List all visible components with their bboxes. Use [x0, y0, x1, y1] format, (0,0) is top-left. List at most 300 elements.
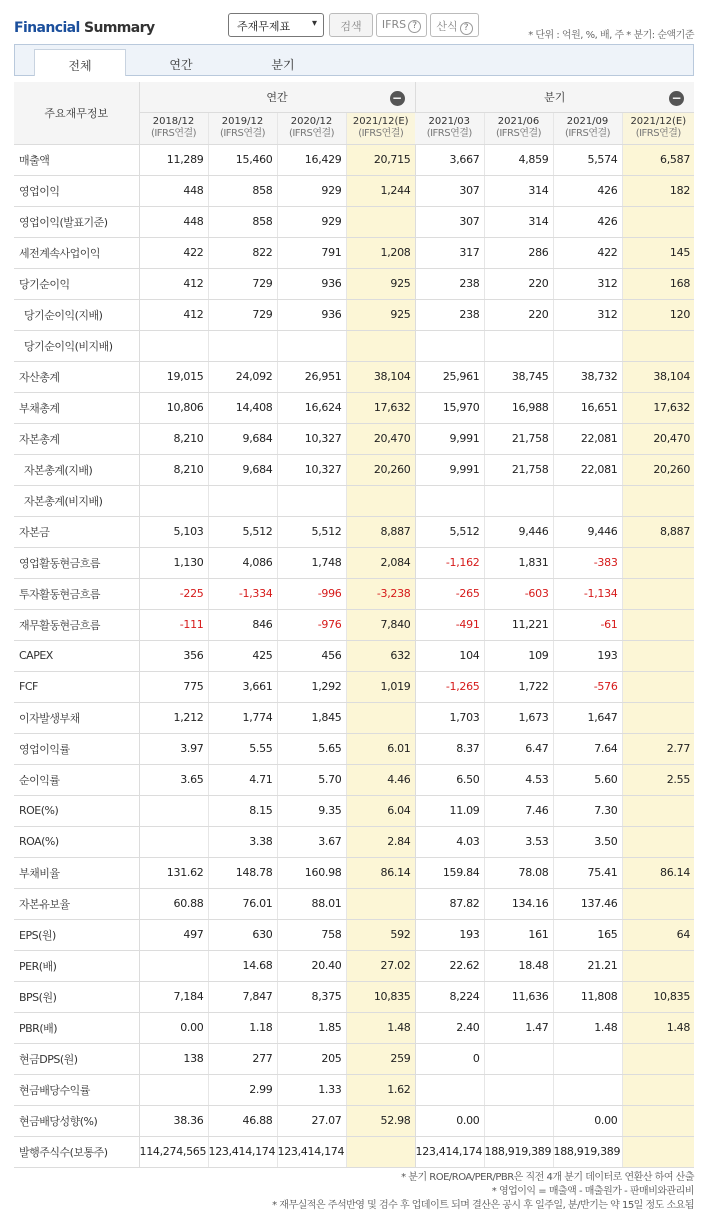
table-cell: 1.62: [346, 1074, 415, 1105]
table-cell: 8,210: [139, 454, 208, 485]
tab-quarterly[interactable]: 분기: [271, 58, 295, 72]
table-cell: 1,673: [484, 702, 553, 733]
title-summary: Summary: [83, 20, 155, 36]
column-basis: (IFRS연결): [288, 128, 335, 139]
table-cell: [346, 485, 415, 516]
table-cell: 38,104: [346, 361, 415, 392]
period-tabs: [14, 44, 694, 76]
row-label: 이자발생부채: [14, 702, 139, 733]
row-label: 투자활동현금흐름: [14, 578, 139, 609]
table-cell: 1,831: [484, 547, 553, 578]
table-cell: 925: [346, 268, 415, 299]
table-cell: 1,292: [277, 671, 346, 702]
table-cell: 9,446: [553, 516, 622, 547]
table-cell: [208, 330, 277, 361]
table-cell: 10,327: [277, 454, 346, 485]
table-cell: 929: [277, 175, 346, 206]
table-cell: -996: [277, 578, 346, 609]
table-cell: 5.60: [553, 764, 622, 795]
table-cell: 4.71: [208, 764, 277, 795]
column-header: [484, 112, 553, 144]
table-row: [14, 609, 694, 640]
table-cell: 10,327: [277, 423, 346, 454]
table-cell: 2.40: [415, 1012, 484, 1043]
table-cell: [622, 826, 694, 857]
footnote: * 영업이익 = 매출액 - 매출원가 - 판매비와관리비: [491, 1186, 694, 1197]
table-cell: 1,019: [346, 671, 415, 702]
table-cell: [484, 1043, 553, 1074]
table-cell: 138: [139, 1043, 208, 1074]
table-cell: 10,835: [346, 981, 415, 1012]
table-cell: 120: [622, 299, 694, 330]
table-cell: -1,265: [415, 671, 484, 702]
table-cell: 775: [139, 671, 208, 702]
table-cell: 7.64: [553, 733, 622, 764]
table-cell: 1.48: [346, 1012, 415, 1043]
table-cell: 858: [208, 175, 277, 206]
row-label: FCF: [14, 671, 139, 702]
row-label: 자본총계(지배): [14, 454, 139, 485]
table-cell: 456: [277, 640, 346, 671]
table-cell: [346, 330, 415, 361]
table-row: [14, 1074, 694, 1105]
table-cell: 11,289: [139, 144, 208, 175]
table-cell: 1,748: [277, 547, 346, 578]
table-cell: 3,667: [415, 144, 484, 175]
table-cell: 9,684: [208, 423, 277, 454]
table-cell: [553, 1043, 622, 1074]
table-cell: [415, 485, 484, 516]
quarter-group-label: 분기: [544, 90, 566, 104]
table-row: [14, 919, 694, 950]
table-cell: [622, 1074, 694, 1105]
search-button[interactable]: [329, 13, 373, 37]
table-cell: 123,414,174: [208, 1136, 277, 1167]
table-row: [14, 268, 694, 299]
table-cell: 109: [484, 640, 553, 671]
table-cell: [622, 206, 694, 237]
table-row: [14, 299, 694, 330]
financial-summary-table: [14, 82, 694, 1168]
statement-type-select[interactable]: [228, 13, 324, 37]
table-cell: 1,722: [484, 671, 553, 702]
table-cell: 88.01: [277, 888, 346, 919]
table-cell: 15,460: [208, 144, 277, 175]
table-cell: 16,988: [484, 392, 553, 423]
table-cell: 3.53: [484, 826, 553, 857]
table-cell: 26,951: [277, 361, 346, 392]
table-cell: 123,414,174: [277, 1136, 346, 1167]
table-cell: 422: [139, 237, 208, 268]
table-cell: [622, 578, 694, 609]
table-cell: 8,224: [415, 981, 484, 1012]
table-cell: 10,835: [622, 981, 694, 1012]
table-cell: [415, 330, 484, 361]
table-cell: 16,624: [277, 392, 346, 423]
table-cell: 123,414,174: [415, 1136, 484, 1167]
table-cell: 238: [415, 268, 484, 299]
table-cell: 25,961: [415, 361, 484, 392]
table-cell: 6.47: [484, 733, 553, 764]
table-cell: 1,130: [139, 547, 208, 578]
column-period: 2019/12: [221, 116, 264, 127]
table-cell: 5,512: [415, 516, 484, 547]
table-row: [14, 826, 694, 857]
collapse-quarter-icon[interactable]: −: [669, 91, 684, 106]
row-label: 현금배당수익률: [14, 1074, 139, 1105]
table-cell: 238: [415, 299, 484, 330]
table-row: [14, 671, 694, 702]
table-cell: 1,647: [553, 702, 622, 733]
table-cell: [277, 330, 346, 361]
table-cell: 314: [484, 175, 553, 206]
quarter-group-header: [415, 82, 694, 112]
table-cell: 14,408: [208, 392, 277, 423]
table-cell: [346, 206, 415, 237]
row-label: 재무활동현금흐름: [14, 609, 139, 640]
ifrs-help-button[interactable]: [376, 13, 427, 37]
table-cell: [553, 485, 622, 516]
table-cell: 312: [553, 299, 622, 330]
table-cell: 22,081: [553, 423, 622, 454]
column-header: [346, 112, 415, 144]
table-cell: 8,887: [622, 516, 694, 547]
table-cell: 205: [277, 1043, 346, 1074]
table-cell: 3,661: [208, 671, 277, 702]
table-cell: 0.00: [553, 1105, 622, 1136]
table-cell: 3.97: [139, 733, 208, 764]
table-row: [14, 485, 694, 516]
table-cell: 27.07: [277, 1105, 346, 1136]
table-cell: 5,512: [208, 516, 277, 547]
table-cell: 858: [208, 206, 277, 237]
table-cell: 20.40: [277, 950, 346, 981]
table-cell: 7.30: [553, 795, 622, 826]
tab-all[interactable]: 전체: [34, 49, 126, 76]
table-cell: 38,732: [553, 361, 622, 392]
row-label: PBR(배): [14, 1012, 139, 1043]
table-cell: 9,991: [415, 423, 484, 454]
table-cell: 2.77: [622, 733, 694, 764]
row-label: 매출액: [14, 144, 139, 175]
table-cell: 1,244: [346, 175, 415, 206]
column-basis: (IFRS연결): [635, 128, 681, 139]
table-row: [14, 1012, 694, 1043]
column-period: 2021/09: [566, 116, 609, 127]
search-button-label: 검색: [340, 20, 362, 33]
table-row: [14, 702, 694, 733]
table-cell: 356: [139, 640, 208, 671]
column-header: [277, 112, 346, 144]
table-cell: 1.47: [484, 1012, 553, 1043]
annual-group-label: 연간: [266, 90, 288, 104]
table-cell: 8,210: [139, 423, 208, 454]
table-cell: 3.65: [139, 764, 208, 795]
table-row: [14, 950, 694, 981]
table-cell: 220: [484, 268, 553, 299]
table-cell: [139, 1074, 208, 1105]
annual-group-header: [139, 82, 415, 112]
title-financial: Financial: [14, 20, 80, 36]
table-cell: 7,847: [208, 981, 277, 1012]
table-cell: 4,859: [484, 144, 553, 175]
table-cell: -491: [415, 609, 484, 640]
table-cell: 259: [346, 1043, 415, 1074]
table-cell: 1,703: [415, 702, 484, 733]
row-label: 세전계속사업이익: [14, 237, 139, 268]
row-label: 영업이익(발표기준): [14, 206, 139, 237]
table-cell: 9,991: [415, 454, 484, 485]
column-period: 2021/06: [497, 116, 540, 127]
collapse-annual-icon[interactable]: −: [390, 91, 405, 106]
table-row: [14, 423, 694, 454]
table-cell: 314: [484, 206, 553, 237]
table-cell: 1.48: [622, 1012, 694, 1043]
row-label: 자본유보율: [14, 888, 139, 919]
table-row: [14, 547, 694, 578]
table-cell: 17,632: [622, 392, 694, 423]
row-label: EPS(원): [14, 919, 139, 950]
table-cell: 5.70: [277, 764, 346, 795]
column-period: 2021/03: [428, 116, 471, 127]
table-cell: 20,715: [346, 144, 415, 175]
table-cell: 2,084: [346, 547, 415, 578]
table-cell: [622, 609, 694, 640]
row-label: 부채비율: [14, 857, 139, 888]
table-cell: 1,774: [208, 702, 277, 733]
column-period: 2021/12(E): [352, 116, 409, 127]
formula-help-button[interactable]: [430, 13, 479, 37]
statement-type-value: 주재무제표: [237, 20, 291, 33]
row-label: 현금배당성향(%): [14, 1105, 139, 1136]
table-cell: 38,745: [484, 361, 553, 392]
row-label: 자산총계: [14, 361, 139, 392]
row-label: 자본금: [14, 516, 139, 547]
table-cell: 632: [346, 640, 415, 671]
table-cell: 1,208: [346, 237, 415, 268]
table-row: [14, 764, 694, 795]
table-cell: 86.14: [346, 857, 415, 888]
table-cell: 160.98: [277, 857, 346, 888]
column-period: 2021/12(E): [630, 116, 687, 127]
column-basis: (IFRS연결): [150, 128, 197, 139]
row-label: 현금DPS(원): [14, 1043, 139, 1074]
table-cell: 3.67: [277, 826, 346, 857]
column-header: [208, 112, 277, 144]
table-cell: -265: [415, 578, 484, 609]
table-cell: [484, 1074, 553, 1105]
table-cell: 165: [553, 919, 622, 950]
table-cell: 1.18: [208, 1012, 277, 1043]
table-cell: 9,684: [208, 454, 277, 485]
table-row: [14, 640, 694, 671]
table-cell: 2.99: [208, 1074, 277, 1105]
table-cell: 75.41: [553, 857, 622, 888]
table-cell: 10,806: [139, 392, 208, 423]
table-cell: 148.78: [208, 857, 277, 888]
table-cell: -1,334: [208, 578, 277, 609]
question-icon: ?: [460, 22, 473, 35]
table-cell: 16,651: [553, 392, 622, 423]
table-cell: -1,162: [415, 547, 484, 578]
table-row: [14, 516, 694, 547]
row-label: 영업이익률: [14, 733, 139, 764]
table-cell: 3.38: [208, 826, 277, 857]
table-cell: 6.50: [415, 764, 484, 795]
table-cell: 1.33: [277, 1074, 346, 1105]
table-cell: 0.00: [139, 1012, 208, 1043]
table-cell: 38,104: [622, 361, 694, 392]
row-label: BPS(원): [14, 981, 139, 1012]
table-row: [14, 1136, 694, 1167]
row-label: 자본총계: [14, 423, 139, 454]
table-cell: 11,636: [484, 981, 553, 1012]
table-cell: 925: [346, 299, 415, 330]
table-cell: 145: [622, 237, 694, 268]
table-cell: 8,887: [346, 516, 415, 547]
column-header: [553, 112, 622, 144]
table-cell: 846: [208, 609, 277, 640]
row-label: 영업이익: [14, 175, 139, 206]
table-cell: 21,758: [484, 423, 553, 454]
table-cell: 5.65: [277, 733, 346, 764]
table-row: [14, 237, 694, 268]
table-cell: 412: [139, 299, 208, 330]
table-cell: 87.82: [415, 888, 484, 919]
row-label: 발행주식수(보통주): [14, 1136, 139, 1167]
table-cell: 448: [139, 175, 208, 206]
table-cell: 7,840: [346, 609, 415, 640]
column-basis: (IFRS연결): [219, 128, 266, 139]
table-cell: 592: [346, 919, 415, 950]
table-cell: 20,470: [346, 423, 415, 454]
table-cell: 168: [622, 268, 694, 299]
column-header: [415, 112, 484, 144]
table-cell: [622, 1136, 694, 1167]
formula-label: 산식: [436, 20, 458, 33]
table-cell: -3,238: [346, 578, 415, 609]
table-cell: 20,260: [622, 454, 694, 485]
table-cell: 729: [208, 268, 277, 299]
table-cell: [346, 702, 415, 733]
table-cell: 15,970: [415, 392, 484, 423]
table-cell: [553, 1074, 622, 1105]
table-cell: 104: [415, 640, 484, 671]
column-basis: (IFRS연결): [358, 128, 404, 139]
row-label: 영업활동현금흐름: [14, 547, 139, 578]
table-cell: 9.35: [277, 795, 346, 826]
table-cell: 193: [553, 640, 622, 671]
table-cell: 277: [208, 1043, 277, 1074]
table-cell: 21.21: [553, 950, 622, 981]
table-cell: 6.04: [346, 795, 415, 826]
table-cell: [622, 950, 694, 981]
table-cell: 2.84: [346, 826, 415, 857]
table-cell: 426: [553, 206, 622, 237]
table-cell: 312: [553, 268, 622, 299]
table-cell: 497: [139, 919, 208, 950]
table-cell: 412: [139, 268, 208, 299]
table-cell: 4,086: [208, 547, 277, 578]
column-basis: (IFRS연결): [564, 128, 611, 139]
table-cell: 0.00: [415, 1105, 484, 1136]
table-cell: [622, 1043, 694, 1074]
table-cell: 286: [484, 237, 553, 268]
table-cell: [346, 1136, 415, 1167]
table-cell: 8.15: [208, 795, 277, 826]
row-label: PER(배): [14, 950, 139, 981]
table-cell: 220: [484, 299, 553, 330]
table-cell: 16,429: [277, 144, 346, 175]
table-row: [14, 1105, 694, 1136]
table-cell: [346, 888, 415, 919]
table-cell: 20,470: [622, 423, 694, 454]
table-cell: 134.16: [484, 888, 553, 919]
table-cell: 86.14: [622, 857, 694, 888]
table-cell: 131.62: [139, 857, 208, 888]
table-cell: 137.46: [553, 888, 622, 919]
table-cell: 307: [415, 206, 484, 237]
table-cell: 4.46: [346, 764, 415, 795]
ifrs-label: IFRS: [381, 18, 407, 31]
table-cell: 0: [415, 1043, 484, 1074]
table-cell: 758: [277, 919, 346, 950]
table-cell: -976: [277, 609, 346, 640]
column-period: 2018/12: [152, 116, 195, 127]
table-cell: 18.48: [484, 950, 553, 981]
table-cell: 8.37: [415, 733, 484, 764]
table-row: [14, 392, 694, 423]
table-cell: 188,919,389: [484, 1136, 553, 1167]
table-cell: 5,103: [139, 516, 208, 547]
table-cell: 448: [139, 206, 208, 237]
table-cell: -383: [553, 547, 622, 578]
table-cell: 936: [277, 268, 346, 299]
table-row: [14, 578, 694, 609]
row-label: 당기순이익(지배): [14, 299, 139, 330]
table-cell: 11.09: [415, 795, 484, 826]
table-cell: 5,574: [553, 144, 622, 175]
footnotes: [272, 1171, 694, 1213]
table-cell: 76.01: [208, 888, 277, 919]
table-row: [14, 206, 694, 237]
row-label: 부채총계: [14, 392, 139, 423]
table-cell: 60.88: [139, 888, 208, 919]
table-cell: [622, 702, 694, 733]
table-cell: [139, 485, 208, 516]
column-header: [139, 112, 208, 144]
table-cell: 425: [208, 640, 277, 671]
table-cell: 5.55: [208, 733, 277, 764]
table-cell: 20,260: [346, 454, 415, 485]
table-cell: 24,092: [208, 361, 277, 392]
table-cell: 1,212: [139, 702, 208, 733]
table-row: [14, 733, 694, 764]
table-cell: [622, 1105, 694, 1136]
table-cell: [139, 795, 208, 826]
table-cell: 1.48: [553, 1012, 622, 1043]
tab-annual[interactable]: 연간: [169, 58, 193, 72]
corner-header: 주요재무정보: [14, 82, 139, 144]
table-cell: 27.02: [346, 950, 415, 981]
table-cell: 426: [553, 175, 622, 206]
table-cell: 22.62: [415, 950, 484, 981]
table-cell: 22,081: [553, 454, 622, 485]
table-cell: 52.98: [346, 1105, 415, 1136]
page-title: [14, 20, 154, 36]
table-cell: 2.55: [622, 764, 694, 795]
table-cell: [622, 485, 694, 516]
